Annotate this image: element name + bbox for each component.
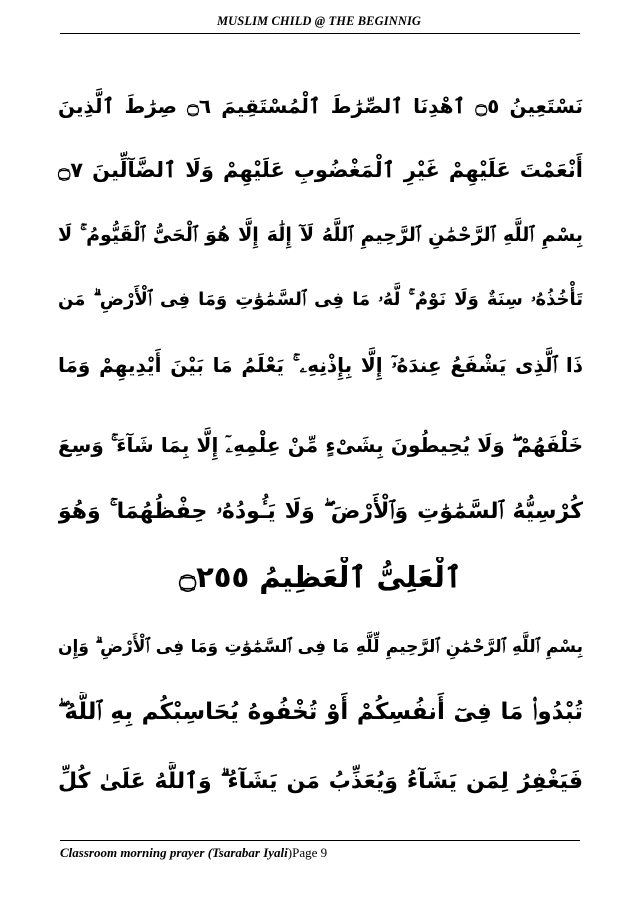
verse-line: تَأْخُذُهُۥ سِنَةٌ وَلَا نَوْمٌ ۚ لَّهُۥ مَا فِى ٱلسَّمَٰوَٰتِ وَمَا فِى ٱلْأَرْضِ ۗ مَن	[58, 289, 583, 310]
page-footer	[60, 845, 327, 861]
header-divider	[60, 33, 580, 34]
footer-title: Classroom morning prayer (Tsarabar Iyali	[60, 845, 288, 860]
verse-line: خَلْفَهُمْ ۖ وَلَا يُحِيطُونَ بِشَىْءٍ مِّنْ عِلْمِهِۦٓ إِلَّا بِمَا شَآءَ ۚ وَسِعَ	[58, 433, 583, 457]
verse-line: كُرْسِيُّهُ ٱلسَّمَٰوَٰتِ وَٱلْأَرْضَ ۖ وَلَا يَـُٔودُهُۥ حِفْظُهُمَا ۚ وَهُوَ	[58, 499, 583, 524]
verse-line: ذَا ٱلَّذِى يَشْفَعُ عِندَهُۥٓ إِلَّا بِإِذْنِهِۦ ۚ يَعْلَمُ مَا بَيْنَ أَيْدِيهِمْ وَمَا	[58, 353, 583, 377]
verse-line: بِسْمِ ٱللَّهِ ٱلرَّحْمَٰنِ ٱلرَّحِيمِ ٱللَّهُ لَآ إِلَٰهَ إِلَّا هُوَ ٱلْحَىُّ ٱلْقَيُّومُ ۚ لَا	[58, 224, 583, 246]
verse-line: بِسْمِ ٱللَّهِ ٱلرَّحْمَٰنِ ٱلرَّحِيمِ لِّلَّهِ مَا فِى ٱلسَّمَٰوَٰتِ وَمَا فِى ٱلْأَرْضِ ۗ وَإِن	[58, 637, 583, 657]
verse-line: فَيَغْفِرُ لِمَن يَشَآءُ وَيُعَذِّبُ مَن يَشَآءُ ۗ وَٱللَّهُ عَلَىٰ كُلِّ	[58, 769, 583, 794]
verse-line: أَنْعَمْتَ عَلَيْهِمْ غَيْرِ ٱلْمَغْضُوبِ عَلَيْهِمْ وَلَا ٱلضَّآلِّينَ ۝٧	[58, 158, 583, 182]
verse-line: تُبْدُوا۟ مَا فِىٓ أَنفُسِكُمْ أَوْ تُخْفُوهُ يُحَاسِبْكُم بِهِ ٱللَّهُ ۖ	[58, 699, 583, 725]
footer-divider	[60, 840, 580, 841]
page-number: )Page 9	[287, 845, 328, 860]
verse-line: ٱلْعَلِىُّ ٱلْعَظِيمُ ۝٢٥٥	[179, 560, 462, 594]
page-header: MUSLIM CHILD @ THE BEGINNIG	[216, 14, 422, 28]
verse-line: نَسْتَعِينُ ۝٥ ٱهْدِنَا ٱلصِّرَٰطَ ٱلْمُسْتَقِيمَ ۝٦ صِرَٰطَ ٱلَّذِينَ	[58, 94, 583, 118]
